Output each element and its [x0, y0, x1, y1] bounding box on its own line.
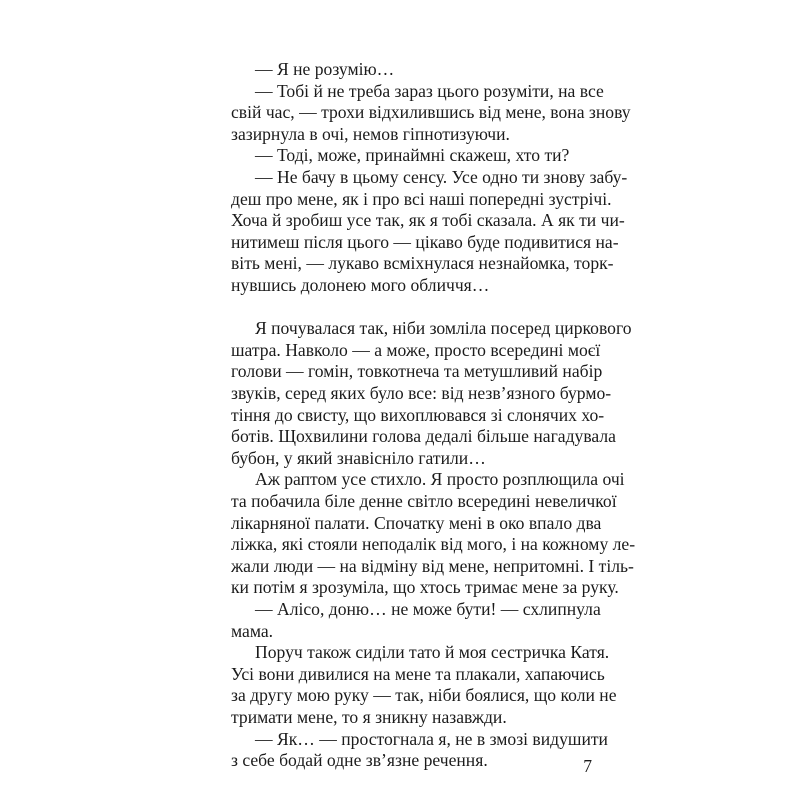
text-line: ки потім я зрозуміла, що хтось тримає мене за руку. — [231, 577, 619, 598]
text-line: свій час, — трохи відхилившись від мене, вона знову — [231, 102, 631, 123]
text-line: Поруч також сиділи тато й моя сестричка Катя. — [255, 642, 610, 663]
text-line: деш про мене, як і про всі наші попередні зустрічі. — [231, 188, 612, 209]
text-line: віть мені, — лукаво всміхнулася незнайомка, торк- — [231, 253, 614, 274]
text-line: — Як… — простогнала я, не в змозі видушити — [255, 728, 608, 749]
text-line: жали люди — на відміну від мене, непритомні. І тіль- — [231, 555, 634, 576]
text-line: голови — гомін, товкотнеча та метушливий набір — [231, 361, 603, 382]
text-line: тіння до свисту, що вихоплювався зі слонячих хо- — [231, 404, 605, 425]
text-line: бубон, у який знавісніло гатили… — [231, 447, 486, 468]
text-line: — Алісо, доню… не може бути! — схлипнула — [255, 599, 601, 619]
text-line: та побачила біле денне світло всередині невеличкої — [231, 491, 617, 511]
text-line: Усі вони дивилися на мене та плакали, хапаючись — [231, 663, 605, 684]
text-line: за другу мою руку — так, ніби боялися, що коли не — [231, 685, 617, 706]
text-line: — Не бачу в цьому сенсу. Усе одно ти знову забу- — [255, 167, 628, 187]
text-line: Хоча й зробиш усе так, як я тобі сказала. А як ти чи- — [231, 210, 625, 231]
text-line: зазирнула в очі, немов гіпнотизуючи. — [231, 123, 510, 144]
text-line: звуків, серед яких було все: від незв’язного бурмо- — [231, 383, 612, 403]
text-line: Аж раптом усе стихло. Я просто розплющила очі — [255, 469, 625, 490]
text-line: нитимеш після цього — цікаво буде подивитися на- — [231, 231, 619, 252]
page-number: 7 — [583, 756, 592, 776]
text-line: нувшись долонею мого обличчя… — [231, 275, 490, 295]
text-line: — Я не розумію… — [255, 59, 395, 79]
text-line: тримати мене, то я зникну назавжди. — [231, 707, 507, 727]
text-line: — Тоді, може, принаймні скажеш, хто ти? — [255, 145, 570, 166]
text-line: з себе бодай одне зв’язне речення. — [231, 750, 488, 771]
text-line: мама. — [231, 620, 274, 641]
text-line: Я почувалася так, ніби зомліла посеред циркового — [255, 318, 632, 339]
text-line: шатра. Навколо — а може, просто всередині моєї — [231, 339, 601, 360]
text-line: ботів. Щохвилини голова дедалі більше нагадувала — [231, 426, 616, 447]
text-line: — Тобі й не треба зараз цього розуміти, на все — [255, 80, 604, 101]
text-line: ліжка, які стояли неподалік від мого, і на кожному ле- — [231, 534, 636, 555]
text-line: лікарняної палати. Спочатку мені в око впало два — [231, 512, 602, 533]
